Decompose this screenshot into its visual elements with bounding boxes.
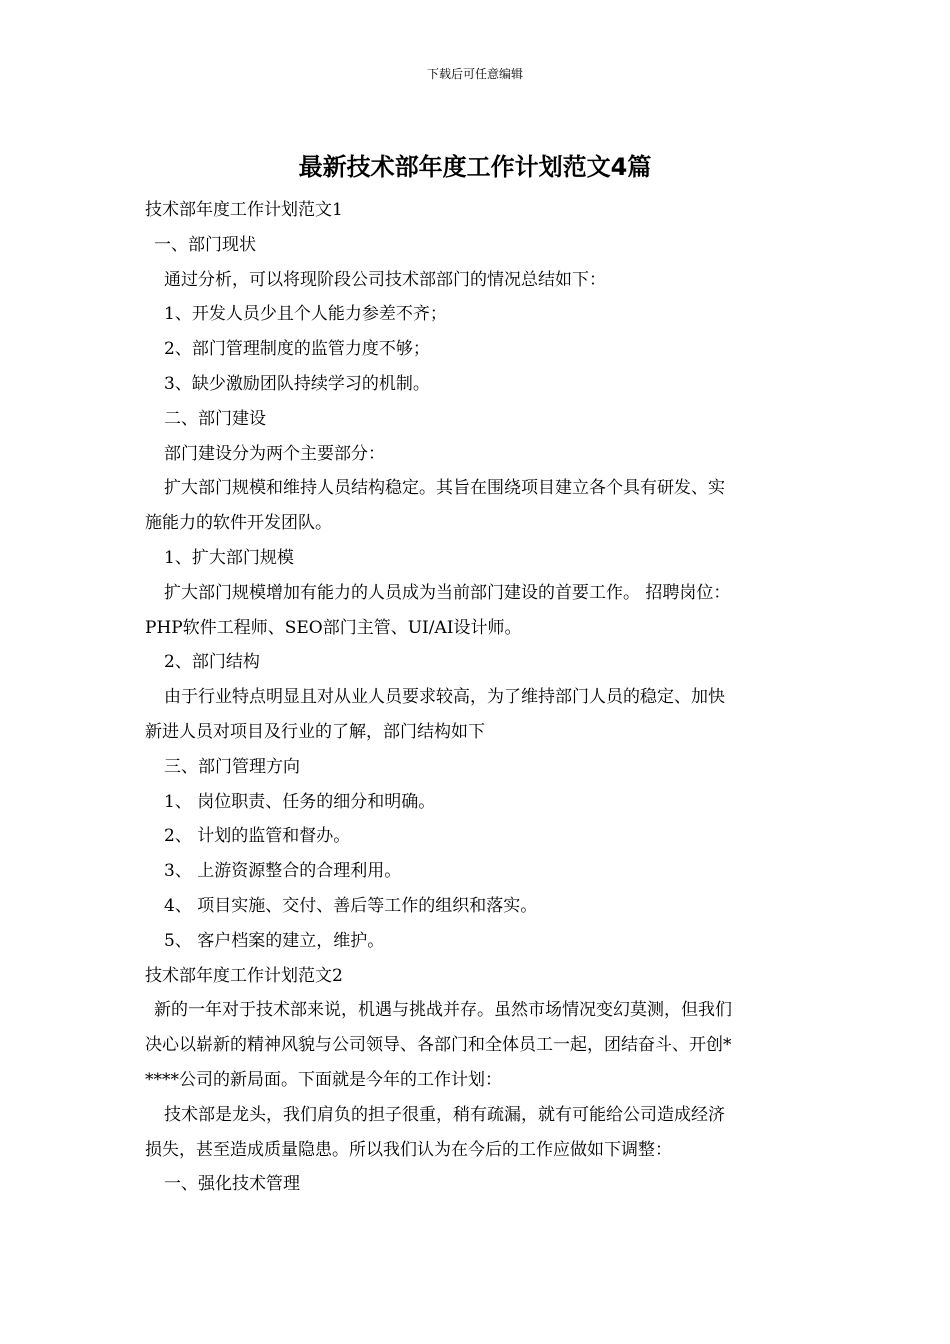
paragraph-line: PHP软件工程师、SEO部门主管、UI/AI设计师。: [145, 617, 522, 638]
document-body: [145, 193, 810, 1202]
paragraph-line: 一、强化技术管理: [164, 1174, 300, 1195]
paragraph-line: 部门建设分为两个主要部分：: [164, 443, 385, 464]
paragraph-line: 决心以崭新的精神风貌与公司领导、各部门和全体员工一起，团结奋斗、开创*: [145, 1035, 732, 1056]
paragraph-line: 1、 岗位职责、任务的细分和明确。: [164, 791, 436, 812]
paragraph-line: 5、 客户档案的建立，维护。: [164, 930, 385, 951]
document-title: 最新技术部年度工作计划范文4篇: [298, 153, 652, 181]
paragraph-line: 新进人员对项目及行业的了解，部门结构如下: [145, 721, 485, 742]
paragraph-line: 一、部门现状: [154, 234, 256, 255]
paragraph-line: 4、 项目实施、交付、善后等工作的组织和落实。: [164, 895, 538, 916]
paragraph-line: 新的一年对于技术部来说，机遇与挑战并存。虽然市场情况变幻莫测，但我们: [154, 1000, 732, 1021]
paragraph-line: 1、开发人员少且个人能力参差不齐；: [164, 304, 447, 325]
paragraph-line: 施能力的软件开发团队。: [145, 513, 332, 534]
header-note: 下载后可任意编辑: [426, 67, 523, 81]
paragraph-line: 通过分析，可以将现阶段公司技术部部门的情况总结如下：: [164, 269, 606, 290]
paragraph-line: 扩大部门规模和维持人员结构稳定。其旨在围绕项目建立各个具有研发、实: [164, 478, 725, 499]
paragraph-line: 技术部是龙头，我们肩负的担子很重，稍有疏漏，就有可能给公司造成经济: [164, 1104, 725, 1125]
paragraph-line: 3、缺少激励团队持续学习的机制。: [164, 373, 430, 394]
paragraph-line: 由于行业特点明显且对从业人员要求较高，为了维持部门人员的稳定、加快: [164, 687, 725, 708]
paragraph-line: 3、 上游资源整合的合理利用。: [164, 861, 402, 882]
paragraph-line: 三、部门管理方向: [164, 756, 300, 777]
paragraph-line: 二、部门建设: [164, 408, 266, 429]
paragraph-line: 2、部门结构: [164, 652, 260, 673]
paragraph-line: 2、部门管理制度的监管力度不够；: [164, 339, 430, 360]
paragraph-line: ****公司的新局面。下面就是今年的工作计划：: [145, 1069, 502, 1090]
paragraph-line: 技术部年度工作计划范文1: [145, 200, 343, 220]
paragraph-line: 损失，甚至造成质量隐患。所以我们认为在今后的工作应做如下调整：: [145, 1139, 672, 1160]
paragraph-line: 1、扩大部门规模: [164, 547, 294, 568]
paragraph-line: 技术部年度工作计划范文2: [145, 965, 343, 986]
paragraph-line: 2、 计划的监管和督办。: [164, 826, 351, 847]
paragraph-line: 扩大部门规模增加有能力的人员成为当前部门建设的首要工作。 招聘岗位：: [164, 582, 731, 603]
